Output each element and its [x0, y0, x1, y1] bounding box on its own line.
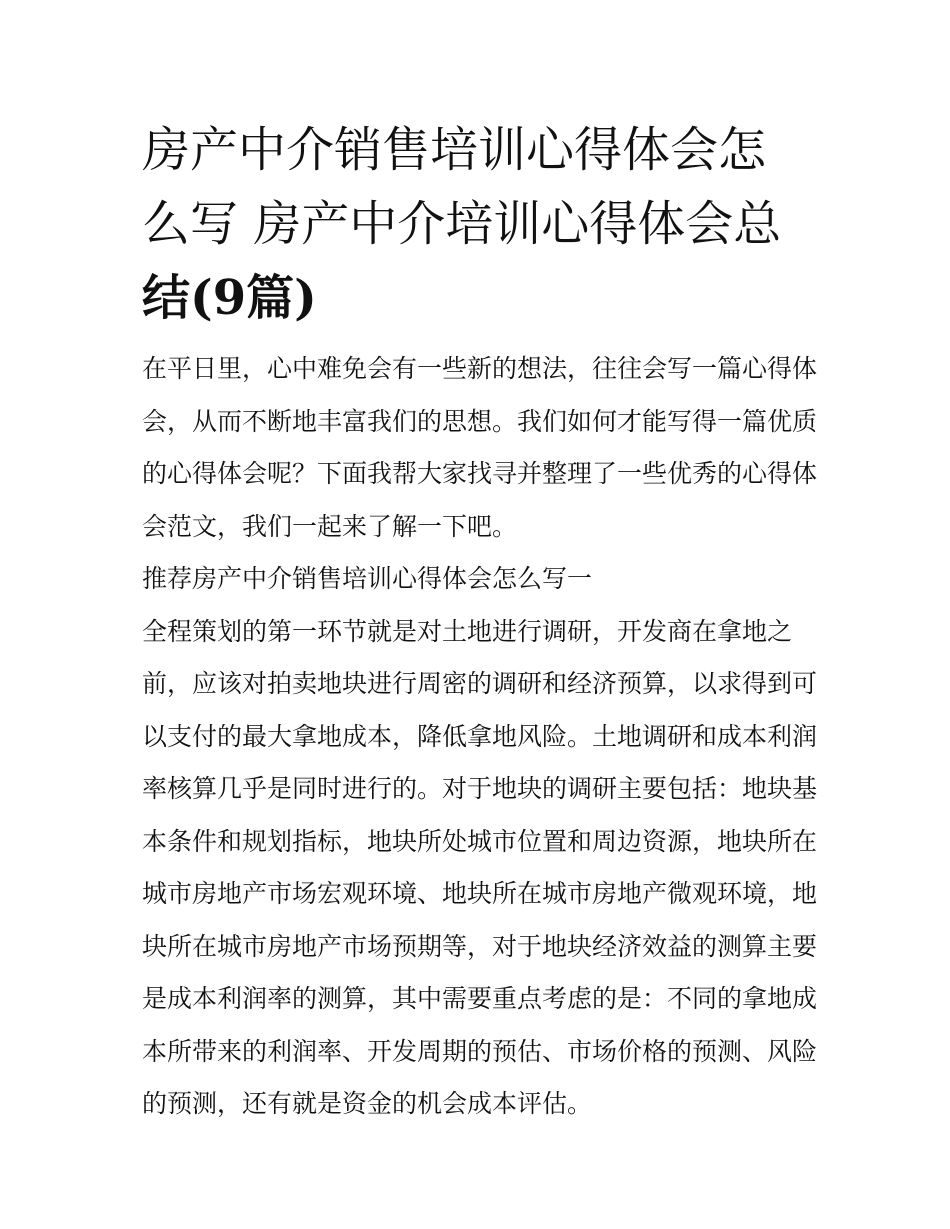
section-paragraph-line: 本条件和规划指标，地块所处城市位置和周边资源，地块所在 [142, 826, 818, 856]
section-paragraph-line: 的预测，还有就是资金的机会成本评估。 [142, 1089, 593, 1118]
intro-paragraph-line: 会范文，我们一起来了解一下吧。 [142, 511, 518, 541]
intro-paragraph-line: 的心得体会呢？下面我帮大家找寻并整理了一些优秀的心得体 [142, 459, 818, 488]
section-paragraph-line: 是成本利润率的测算，其中需要重点考虑的是：不同的拿地成 [142, 984, 818, 1013]
section-paragraph-line: 全程策划的第一环节就是对土地进行调研，开发商在拿地之 [142, 616, 793, 646]
section-paragraph-line: 本所带来的利润率、开发周期的预估、市场价格的预测、风险 [142, 1036, 818, 1066]
title-line: 么写 房产中介培训心得体会总 [142, 196, 782, 252]
document-title [142, 113, 812, 335]
title-line: 房产中介销售培训心得体会怎 [142, 122, 767, 178]
section-paragraph-line: 城市房地产市场宏观环境、地块所在城市房地产微观环境，地 [142, 879, 818, 908]
section-paragraph-line: 率核算几乎是同时进行的。对于地块的调研主要包括：地块基 [142, 774, 818, 803]
title-line: 结(9篇) [142, 270, 317, 326]
section-paragraph-line: 前，应该对拍卖地块进行周密的调研和经济预算，以求得到可 [142, 669, 818, 698]
section-heading: 推荐房产中介销售培训心得体会怎么写一 [142, 564, 593, 593]
section-paragraph-line: 块所在城市房地产市场预期等，对于地块经济效益的测算主要 [142, 931, 818, 961]
intro-paragraph-line: 在平日里，心中难免会有一些新的想法，往往会写一篇心得体 [142, 354, 818, 383]
document-body [142, 343, 818, 1131]
section-paragraph-line: 以支付的最大拿地成本，降低拿地风险。土地调研和成本利润 [142, 721, 818, 751]
intro-paragraph-line: 会，从而不断地丰富我们的思想。我们如何才能写得一篇优质 [142, 406, 818, 436]
document-content [142, 113, 818, 1131]
